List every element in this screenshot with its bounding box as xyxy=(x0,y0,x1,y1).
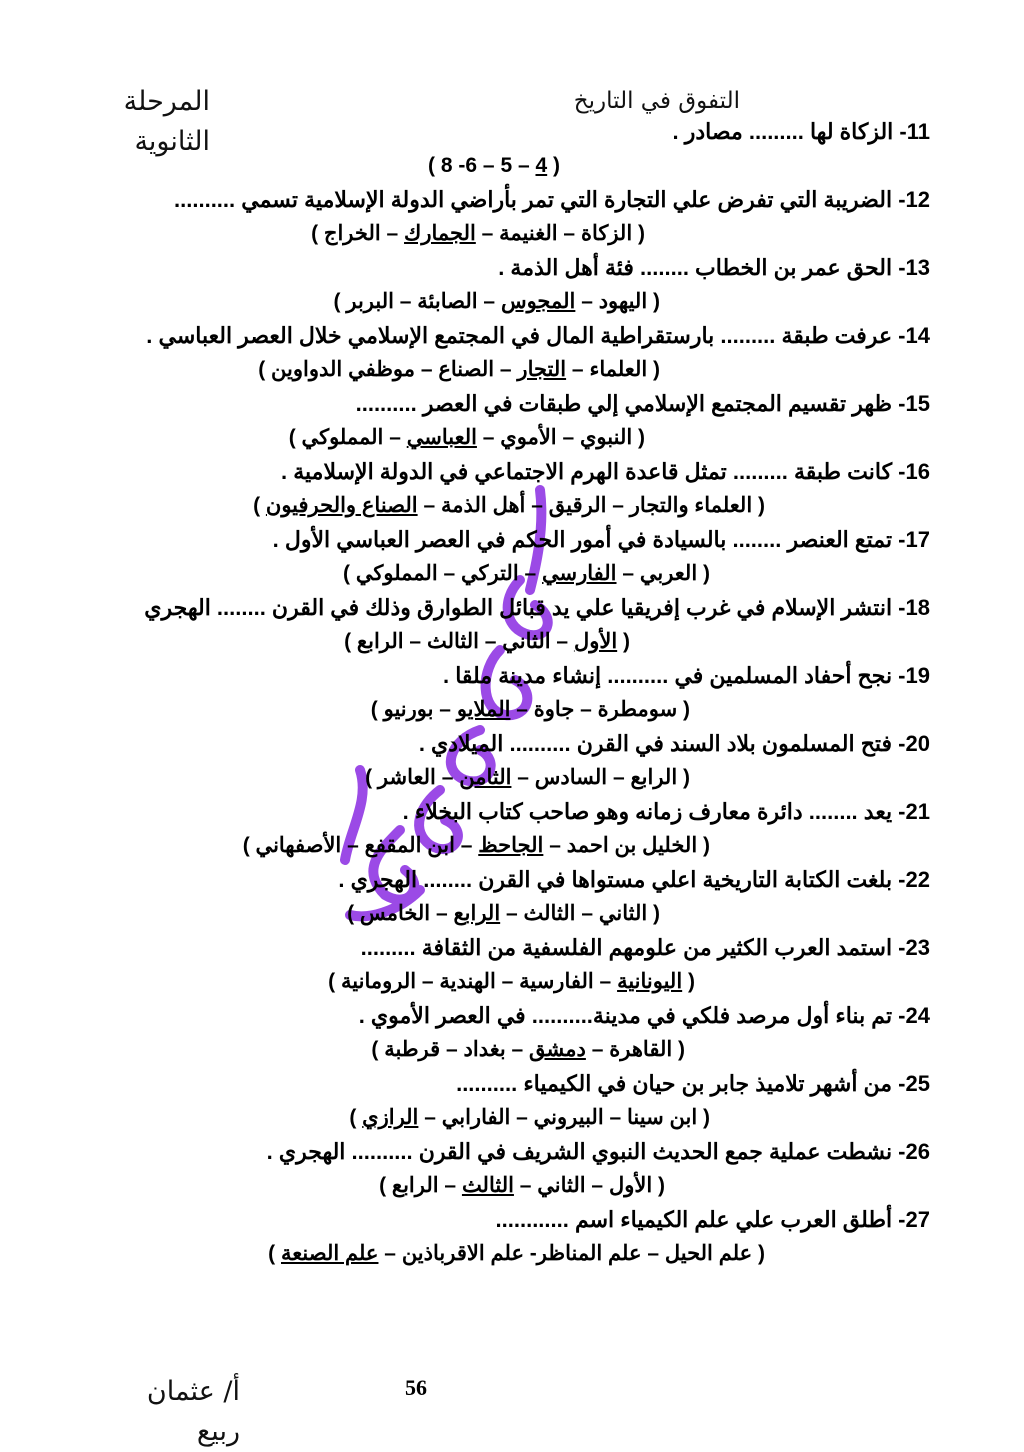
question-text: 20- فتح المسلمون بلاد السند في القرن .......... الميلادي . xyxy=(418,731,930,756)
question-text: 11- الزكاة لها ......... مصادر . xyxy=(672,119,930,144)
options-text: ( العلماء – xyxy=(566,358,660,381)
options-text: – بورنيو ) xyxy=(370,698,457,721)
options-text: ( العلماء والتجار – الرقيق – أهل الذمة – xyxy=(417,494,765,517)
options-text: – 5 – 6- 8 ) xyxy=(428,154,536,177)
question-text: 24- تم بناء أول مرصد فلكي في مدينة.......... في العصر الأموي . xyxy=(358,1003,930,1028)
question-text: 19- نجح أحفاد المسلمين في .......... إنشاء مدينة ملقا . xyxy=(442,663,930,688)
options-text: ( القاهرة – xyxy=(585,1038,685,1061)
question-options xyxy=(90,829,930,863)
correct-answer: الصناع والحرفيون xyxy=(265,494,418,517)
header-stage: المرحلة الثانوية xyxy=(123,86,210,157)
question-options xyxy=(90,965,930,999)
question-text: 13- الحق عمر بن الخطاب ........ فئة أهل الذمة . xyxy=(498,255,930,280)
question-text: 23- استمد العرب الكثير من علومهم الفلسفية من الثقافة ......... xyxy=(360,935,930,960)
correct-answer: العباسي xyxy=(406,426,477,449)
question-options xyxy=(90,557,930,591)
correct-answer: اليونانية xyxy=(617,970,683,993)
correct-answer: الجمارك xyxy=(404,222,476,245)
question-options xyxy=(90,1237,930,1271)
options-text: – الرابع ) xyxy=(379,1174,462,1197)
correct-answer: 4 xyxy=(535,154,548,177)
questions-list xyxy=(90,115,930,1271)
options-text: – الصابئة – البربر ) xyxy=(333,290,501,313)
options-text: – الخراج ) xyxy=(311,222,405,245)
question-text: 16- كانت طبقة ......... تمثل قاعدة الهرم الاجتماعي في الدولة الإسلامية . xyxy=(281,459,930,484)
question-options xyxy=(90,217,930,251)
correct-answer: الفارسي xyxy=(542,562,617,585)
question-text: 26- نشطت عملية جمع الحديث النبوي الشريف في القرن .......... الهجري . xyxy=(266,1139,930,1164)
options-text: ( xyxy=(547,154,560,177)
author-name: أ/ عثمان ربيع xyxy=(146,1376,240,1447)
question-options xyxy=(90,625,930,659)
options-text: ( الخليل بن احمد – xyxy=(543,834,710,857)
options-text: – العاشر ) xyxy=(365,766,460,789)
question-options xyxy=(90,285,930,319)
question-text: 22- بلغت الكتابة التاريخية اعلي مستواها في القرن ........ الهجري . xyxy=(338,867,930,892)
correct-answer: علم الصنعة xyxy=(281,1242,379,1265)
correct-answer: الأول xyxy=(573,630,618,653)
options-text: ) xyxy=(253,494,266,517)
correct-answer: الجاحظ xyxy=(478,834,544,857)
question-options xyxy=(90,897,930,931)
page-number: 56 xyxy=(405,1375,427,1400)
options-text: ( النبوي – الأموي – xyxy=(476,426,645,449)
options-text: ( الرابع – السادس – xyxy=(511,766,690,789)
options-text: – المملوكي ) xyxy=(288,426,407,449)
correct-answer: الرازي xyxy=(362,1106,419,1129)
question-options xyxy=(90,489,930,523)
correct-answer: الملايو xyxy=(456,698,511,721)
options-text: – ابن المقفع – الأصفهاني ) xyxy=(242,834,479,857)
question-options xyxy=(90,353,930,387)
options-text: ( علم الحيل – علم المناظر- علم الاقرباذين – xyxy=(378,1242,765,1265)
options-text: – الفارسية – الهندية – الرومانية ) xyxy=(328,970,618,993)
correct-answer: دمشق xyxy=(529,1038,586,1061)
question-text: 18- انتشر الإسلام في غرب إفريقيا علي يد قبائل الطوارق وذلك في القرن ........ الهجري xyxy=(144,595,930,620)
options-text: – الخامس ) xyxy=(347,902,454,925)
options-text: – بغداد – قرطبة ) xyxy=(371,1038,530,1061)
options-text: ( xyxy=(682,970,695,993)
options-text: – التركي – المملوكي ) xyxy=(343,562,543,585)
question-options xyxy=(90,1033,930,1067)
question-options xyxy=(90,421,930,455)
options-text: ( xyxy=(617,630,630,653)
question-text: 17- تمتع العنصر ........ بالسيادة في أمور الحكم في العصر العباسي الأول . xyxy=(272,527,930,552)
correct-answer: الرابع xyxy=(453,902,501,925)
question-options xyxy=(90,149,930,183)
question-options xyxy=(90,1101,930,1135)
question-text: 15- ظهر تقسيم المجتمع الإسلامي إلي طبقات في العصر .......... xyxy=(355,391,930,416)
question-text: 12- الضريبة التي تفرض علي التجارة التي تمر بأراضي الدولة الإسلامية تسمي .......... xyxy=(174,187,930,212)
options-text: ( اليهود – xyxy=(575,290,660,313)
question-text: 25- من أشهر تلاميذ جابر بن حيان في الكيمياء .......... xyxy=(456,1071,930,1096)
correct-answer: الثالث xyxy=(461,1174,514,1197)
options-text: ( سومطرة – جاوة – xyxy=(510,698,690,721)
options-text: ( العربي – xyxy=(616,562,710,585)
options-text: – الصناع – موظفي الدواوين ) xyxy=(258,358,518,381)
options-text: ( الزكاة – الغنيمة – xyxy=(475,222,645,245)
options-text: ) xyxy=(268,1242,281,1265)
options-text: ) xyxy=(349,1106,363,1129)
question-options xyxy=(90,693,930,727)
options-text: ( الثاني – الثالث – xyxy=(500,902,660,925)
options-text: ( الأول – الثاني – xyxy=(513,1174,665,1197)
question-text: 21- يعد ........ دائرة معارف زمانه وهو صاحب كتاب البخلاء . xyxy=(402,799,930,824)
correct-answer: المجوس xyxy=(500,290,576,313)
options-text: ( ابن سينا – البيروني – الفارابي – xyxy=(418,1106,710,1129)
question-options xyxy=(90,1169,930,1203)
correct-answer: الثامن xyxy=(459,766,512,789)
correct-answer: التجار xyxy=(517,358,567,381)
question-options xyxy=(90,761,930,795)
question-text: 27- أطلق العرب علي علم الكيمياء اسم ............ xyxy=(495,1207,930,1232)
header-title: التفوق في التاريخ xyxy=(573,88,740,114)
question-text: 14- عرفت طبقة ......... بارستقراطية المال في المجتمع الإسلامي خلال العصر العباسي . xyxy=(146,323,930,348)
options-text: – الثاني – الثالث – الرابع ) xyxy=(344,630,574,653)
